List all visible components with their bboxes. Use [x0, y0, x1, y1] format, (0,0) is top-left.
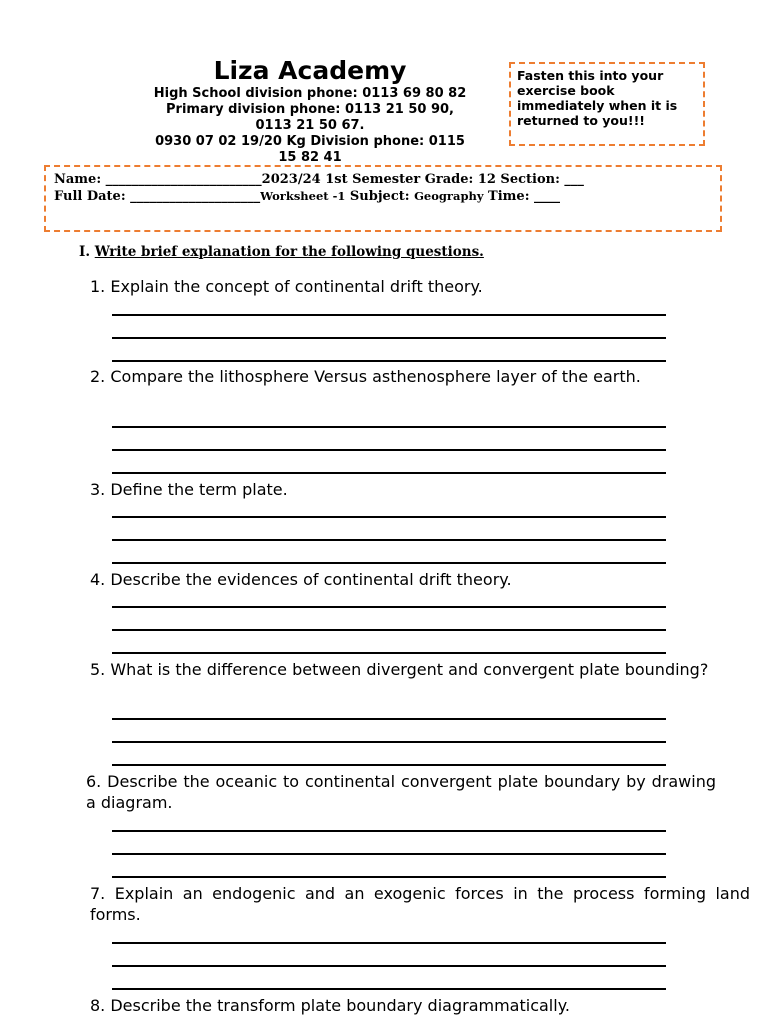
school-name: Liza Academy — [213, 56, 407, 85]
school-header — [130, 56, 490, 166]
question-6-text: 6. Describe the oceanic to continental convergent plate boundary by drawing a diagram. — [86, 772, 767, 812]
phone-line-3: 0113 21 50 67. — [255, 118, 365, 133]
answer-line[interactable] — [112, 718, 666, 720]
worksheet-label: Worksheet -1 — [260, 189, 346, 203]
subject-value: Geography — [414, 189, 484, 203]
answer-line[interactable] — [112, 426, 666, 428]
info-line-date — [54, 188, 712, 205]
question-5: 5. What is the difference between divergent and convergent plate bounding? — [90, 660, 709, 679]
phone-line-2: Primary division phone: 0113 21 50 90, — [166, 102, 454, 117]
answer-line[interactable] — [112, 539, 666, 541]
answer-line[interactable] — [112, 562, 666, 564]
subject-label: Subject: — [345, 189, 415, 204]
time-field: Time: ____ — [483, 189, 561, 204]
question-8: 8. Describe the transform plate boundary diagrammatically. — [90, 996, 570, 1015]
section-heading-text: Write brief explanation for the following questions. — [94, 244, 484, 260]
section-numeral: I. — [79, 244, 91, 260]
answer-line[interactable] — [112, 942, 666, 944]
phone-line-4: 0930 07 02 19/20 Kg Division phone: 0115 — [155, 134, 465, 149]
question-6 — [86, 771, 767, 813]
answer-line[interactable] — [112, 360, 666, 362]
answer-line[interactable] — [112, 853, 666, 855]
phone-line-5: 15 82 41 — [278, 150, 342, 165]
student-info-box — [44, 165, 722, 232]
notice-box — [509, 62, 705, 146]
answer-line[interactable] — [112, 629, 666, 631]
answer-line[interactable] — [112, 764, 666, 766]
phone-lines — [130, 86, 490, 166]
answer-line[interactable] — [112, 337, 666, 339]
info-line-name: Name: ________________________2023/24 1st Semester Grade: 12 Section: ___ — [54, 172, 584, 187]
answer-line[interactable] — [112, 876, 666, 878]
question-4: 4. Describe the evidences of continental drift theory. — [90, 570, 512, 589]
question-2: 2. Compare the lithosphere Versus asthenosphere layer of the earth. — [90, 367, 641, 386]
section-heading — [79, 244, 484, 260]
answer-line[interactable] — [112, 965, 666, 967]
notice-text: Fasten this into your exercise book immediately when it is returned to you!!! — [517, 68, 678, 128]
answer-line[interactable] — [112, 606, 666, 608]
question-3: 3. Define the term plate. — [90, 480, 288, 499]
answer-line[interactable] — [112, 516, 666, 518]
full-date-field: Full Date: ____________________ — [54, 189, 261, 204]
answer-line[interactable] — [112, 741, 666, 743]
question-7: 7. Explain an endogenic and an exogenic forces in the process forming land forms. — [90, 884, 750, 924]
answer-line[interactable] — [112, 652, 666, 654]
question-1: 1. Explain the concept of continental drift theory. — [90, 277, 483, 296]
phone-line-1: High School division phone: 0113 69 80 82 — [153, 86, 467, 101]
answer-line[interactable] — [112, 314, 666, 316]
answer-line[interactable] — [112, 472, 666, 474]
answer-line[interactable] — [112, 988, 666, 990]
answer-line[interactable] — [112, 449, 666, 451]
answer-line[interactable] — [112, 830, 666, 832]
